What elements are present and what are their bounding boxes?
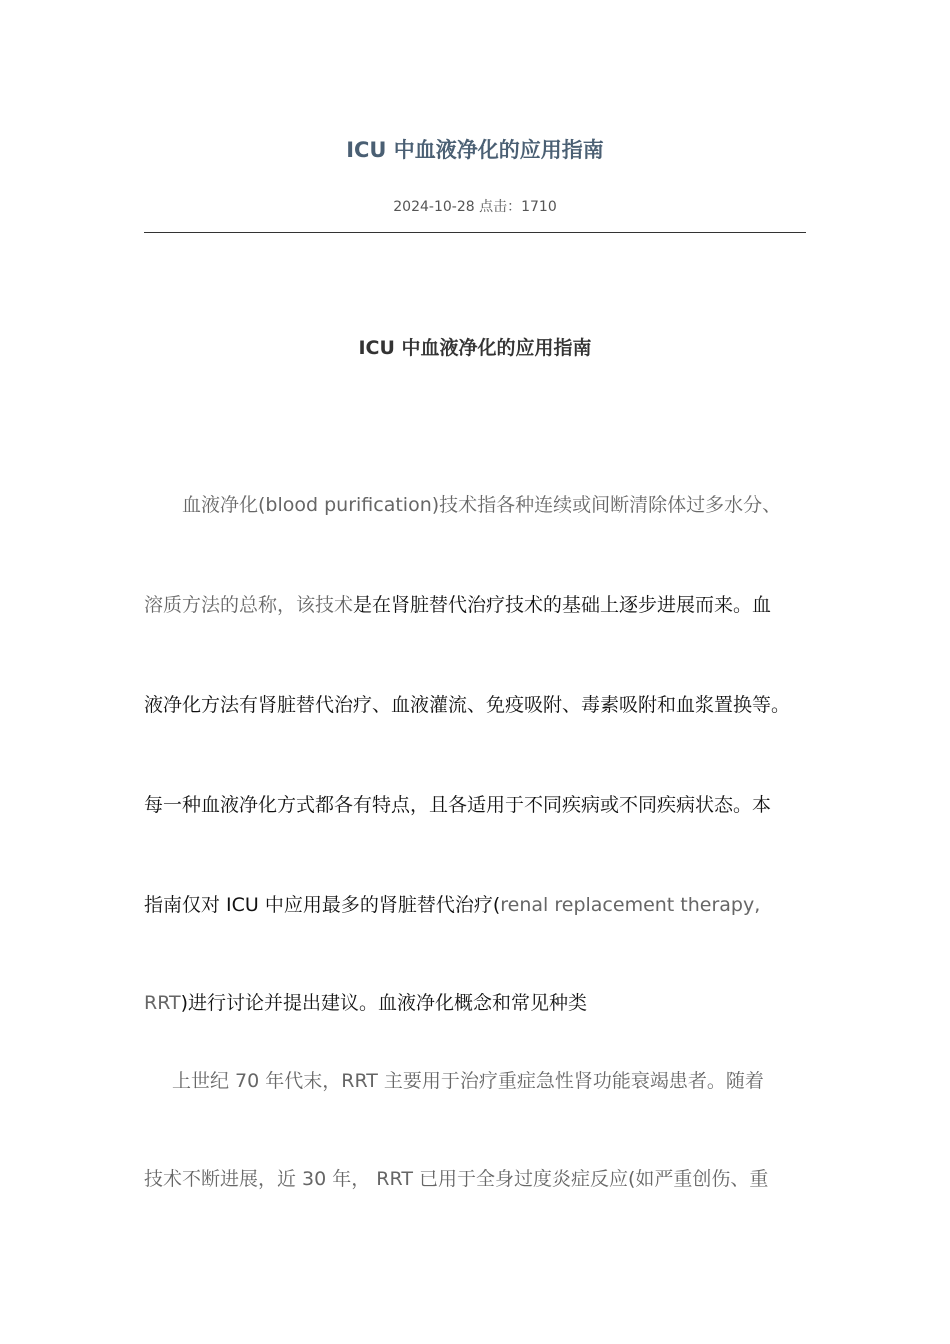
paragraph-line-4 <box>144 792 771 818</box>
line-1-text: 血液净化(blood purification)技术指各种连续或间断清除体过多水分、 <box>182 494 782 516</box>
paragraph-line-2 <box>144 592 771 618</box>
line-2-text-dark: 是在肾脏替代治疗技术的基础上逐步进展而来。血 <box>353 594 772 616</box>
line-6-text-gray: RRT <box>144 992 181 1014</box>
article-meta <box>0 198 950 216</box>
paragraph-line-8 <box>144 1166 768 1192</box>
paragraph-line-5 <box>144 892 760 918</box>
line-2-text-gray: 溶质方法的总称，该技术 <box>144 594 354 616</box>
publish-date: 2024-10-28 <box>393 199 475 215</box>
line-4-text: 每一种血液净化方式都各有特点，且各适用于不同疾病或不同疾病状态。本 <box>144 794 772 816</box>
line-3-text: 液净化方法有肾脏替代治疗、血液灌流、免疫吸附、毒素吸附和血浆置换等。 <box>144 694 791 716</box>
line-6-text-dark: )进行讨论并提出建议。血液净化概念和常见种类 <box>180 992 588 1014</box>
paragraph-line-6 <box>144 990 587 1016</box>
views-count: 1710 <box>521 199 557 215</box>
line-7-text: 上世纪 70 年代末，RRT 主要用于治疗重症急性肾功能衰竭患者。随着 <box>172 1070 764 1092</box>
paragraph-line-7 <box>172 1068 764 1094</box>
line-5-text-gray: renal replacement therapy, <box>500 894 761 916</box>
page-title: ICU 中血液净化的应用指南 <box>346 138 604 162</box>
title-divider <box>144 232 806 233</box>
line-5-text-dark: 指南仅对 ICU 中应用最多的肾脏替代治疗( <box>144 894 501 916</box>
article-title: ICU 中血液净化的应用指南 <box>358 337 592 359</box>
paragraph-line-1 <box>182 492 781 518</box>
paragraph-line-3 <box>144 692 790 718</box>
line-8-text: 技术不断进展，近 30 年， RRT 已用于全身过度炎症反应(如严重创伤、重 <box>144 1168 769 1190</box>
views-label: 点击： <box>479 199 522 215</box>
